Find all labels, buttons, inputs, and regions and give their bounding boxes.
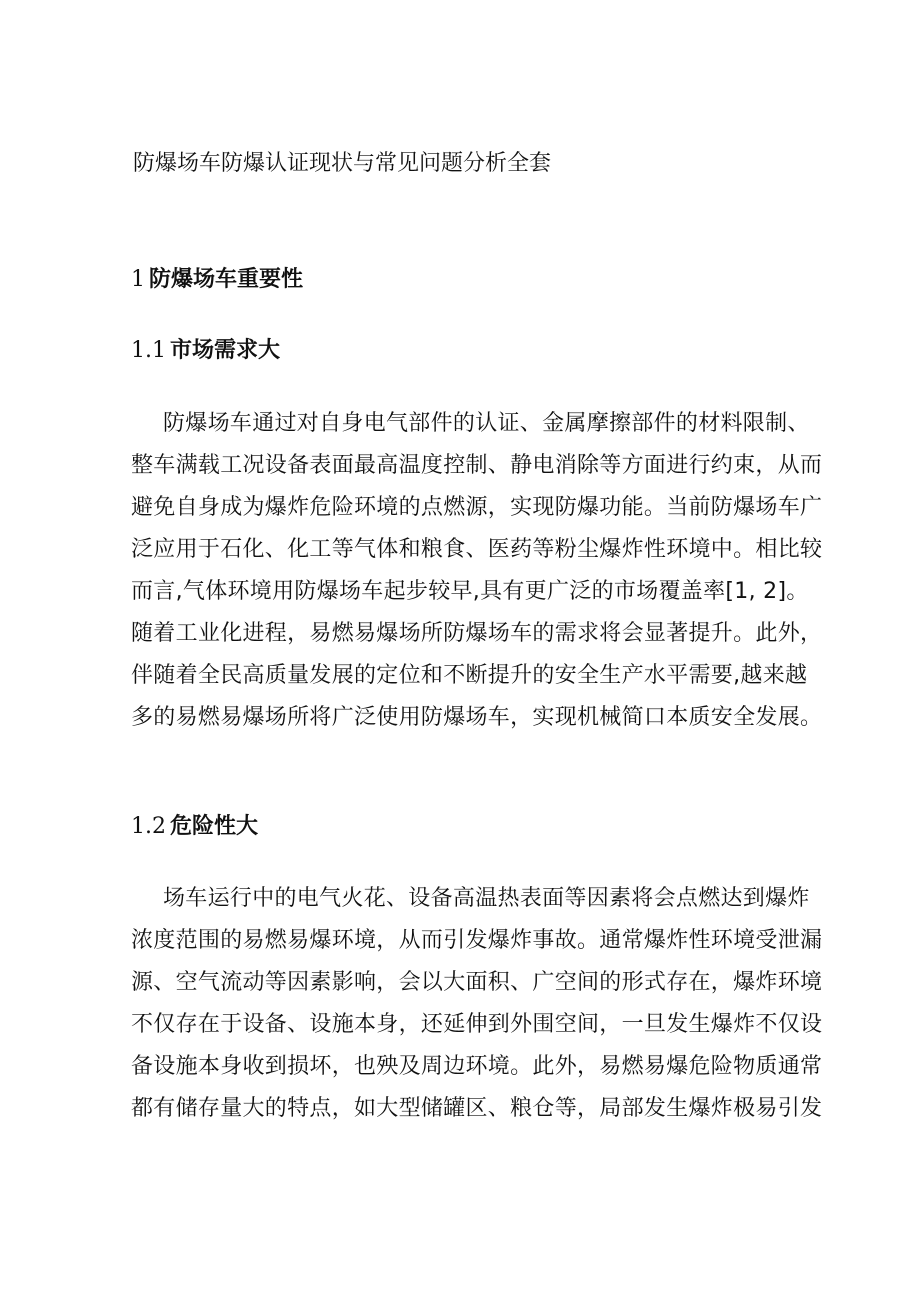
paragraph-line: 泛应用于石化、化工等气体和粮食、医药等粉尘爆炸性环境中。相比较 bbox=[131, 537, 823, 562]
paragraph-line: 都有储存量大的特点，如大型储罐区、粮仓等，局部发生爆炸极易引发 bbox=[131, 1096, 823, 1121]
section-title: 防爆场车重要性 bbox=[149, 267, 304, 292]
paragraph-line: 防爆场车通过对自身电气部件的认证、金属摩擦部件的材料限制、 bbox=[163, 411, 810, 436]
paragraph-line: 备设施本身收到损坏，也殃及周边环境。此外，易燃易爆危险物质通常 bbox=[131, 1054, 823, 1079]
section-number: 1.2 bbox=[131, 814, 166, 839]
section-title: 市场需求大 bbox=[170, 338, 281, 363]
section-heading-1 bbox=[131, 265, 303, 295]
section-number: 1 bbox=[131, 267, 145, 292]
paragraph-high-risk bbox=[131, 878, 823, 1130]
paragraph-line: 而言,气体环境用防爆场车起步较早,具有更广泛的市场覆盖率[1, 2]。 bbox=[131, 579, 809, 604]
paragraph-line: 不仅存在于设备、设施本身，还延伸到外围空间，一旦发生爆炸不仅设 bbox=[131, 1012, 823, 1037]
paragraph-line: 整车满载工况设备表面最高温度控制、静电消除等方面进行约束，从而 bbox=[131, 453, 823, 478]
paragraph-line: 随着工业化进程，易燃易爆场所防爆场车的需求将会显著提升。此外， bbox=[131, 621, 823, 646]
section-heading-1-1 bbox=[131, 336, 280, 366]
document-title: 防爆场车防爆认证现状与常见问题分析全套 bbox=[133, 151, 552, 176]
paragraph-line: 源、空气流动等因素影响，会以大面积、广空间的形式存在，爆炸环境 bbox=[131, 970, 823, 995]
paragraph-market-demand bbox=[131, 403, 823, 739]
paragraph-line: 多的易燃易爆场所将广泛使用防爆场车，实现机械简口本质安全发展。 bbox=[131, 705, 823, 730]
paragraph-line: 浓度范围的易燃易爆环境，从而引发爆炸事故。通常爆炸性环境受泄漏 bbox=[131, 928, 823, 953]
section-title: 危险性大 bbox=[170, 814, 259, 839]
paragraph-line: 伴随着全民高质量发展的定位和不断提升的安全生产水平需要,越来越 bbox=[131, 663, 808, 688]
section-number: 1.1 bbox=[131, 338, 166, 363]
paragraph-line: 场车运行中的电气火花、设备高温热表面等因素将会点燃达到爆炸 bbox=[163, 886, 810, 911]
paragraph-line: 避免自身成为爆炸危险环境的点燃源，实现防爆功能。当前防爆场车广 bbox=[131, 495, 823, 520]
section-heading-1-2 bbox=[131, 812, 258, 842]
